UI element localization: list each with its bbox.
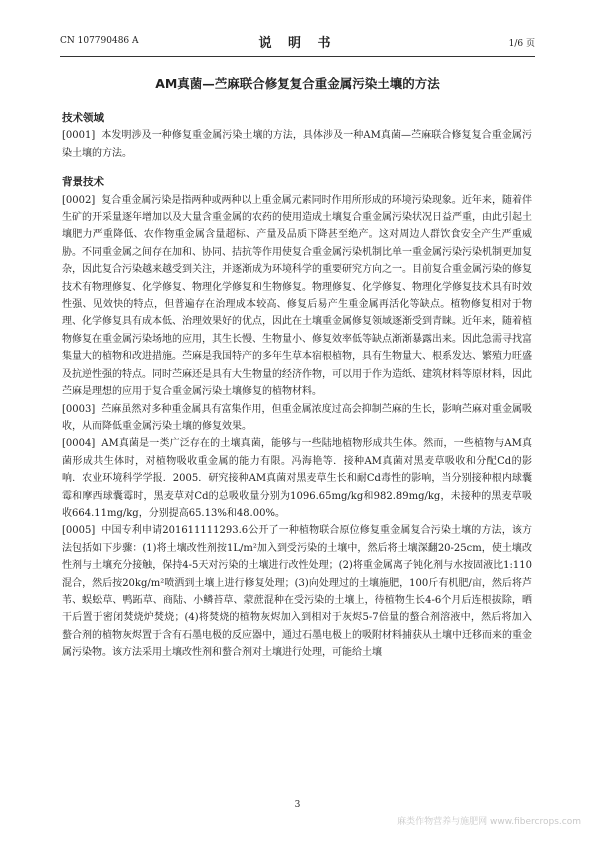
document-body — [62, 110, 532, 662]
page-number: 3 — [294, 800, 301, 810]
paragraph-number: [0003] — [62, 403, 96, 415]
page-info: 1/6 页 — [508, 39, 535, 49]
paragraph-number: [0001] — [62, 130, 96, 142]
section-heading-background: 背景技术 — [62, 176, 104, 189]
paragraph-0001 — [62, 127, 532, 162]
section-heading-field: 技术领域 — [62, 112, 104, 124]
paragraph-number: [0005] — [62, 525, 96, 537]
paragraph-0002 — [62, 192, 532, 401]
header-divider — [60, 56, 535, 57]
paragraph-text: 本发明涉及一种修复重金属污染土壤的方法，具体涉及一种AM真菌—苎麻联合修复复合重金属污染土壤的方法。 — [62, 130, 532, 159]
document-title: AM真菌—苎麻联合修复复合重金属污染土壤的方法 — [155, 76, 440, 91]
paragraph-text: 苎麻虽然对多种重金属具有富集作用，但重金属浓度过高会抑制苎麻的生长，影响苎麻对重金属吸收，从而降低重金属污染土壤的修复效果。 — [62, 403, 532, 432]
page-header — [60, 36, 535, 50]
paragraph-number: [0002] — [62, 194, 96, 206]
paragraph-text: AM真菌是一类广泛存在的土壤真菌，能够与一些陆地植物形成共生体。然而，一些植物与AM真菌形成共生体时，对植物吸收重金属的能力有限。冯海艳等．接种AM真菌对黑麦草吸收和分配Cd的影响．农业环境科学学报．2005．研究接种AM真菌对黑麦草生长和耐Cd毒性的影响，当分别接种根内球囊霉和摩西球囊霉时，黑麦草对Cd的总吸收量分别为1096.65mg/kg和982.89mg/kg，未接种的黑麦草吸收664.11mg/kg，分别提高65.13%和48.00%。 — [62, 438, 532, 519]
document-type: 说 明 书 — [258, 36, 337, 51]
paragraph-0004 — [62, 435, 532, 522]
paragraph-0005 — [62, 522, 532, 661]
paragraph-0003 — [62, 401, 532, 436]
patent-number: CN 107790486 A — [60, 36, 139, 46]
watermark: 麻类作物营养与施肥网 www.fibercrops.com — [397, 817, 581, 827]
paragraph-text: 复合重金属污染是指两种或两种以上重金属元素同时作用所形成的环境污染现象。近年来，随着伴生矿的开采量逐年增加以及大量含重金属的农药的使用造成土壤复合重金属污染状况日益严重，由此引起土壤肥力严重降低、农作物重金属含量超标、产量及品质下降甚至绝产。这对周边人群饮食安全产生严重威胁。不同重金属之间存在加和、协同、拮抗等作用使复合重金属污染机制比单一重金属污染污染机制更加复杂，因此复合污染越来越受到关注，并逐渐成为环境科学的重要研究方向之一。目前复合重金属污染的修复技术有物理修复、化学修复、物理化学修复和生物修复。物理修复、化学修复、物理化学修复技术具有时效性强、见效快的特点，但普遍存在治理成本较高、修复后易产生重金属再活化等缺点。植物修复相对于物理、化学修复具有成本低、治理效果好的优点，因此在土壤重金属修复领域逐渐受到青睐。近年来，随着植物修复在重金属污染场地的应用，其生长慢、生物量小、修复效率低等缺点渐渐暴露出来。因此急需寻找富集量大的植物和改进措施。苎麻是我国特产的多年生草本宿根植物，具有生物量大、根系发达、繁殖力旺盛及抗逆性强的特点。同时苎麻还是具有大生物量的经济作物，可以用于作为造纸、建筑材料等原材料，因此苎麻是理想的应用于复合重金属污染土壤修复的植物材料。 — [62, 194, 532, 398]
paragraph-text: 中国专利申请201611111293.6公开了一种植物联合原位修复重金属复合污染土壤的方法，该方法包括如下步骤：(1)将土壤改性剂按1L/m²加入到受污染的土壤中，然后将土壤深翻20-25cm，使土壤改性剂与土壤充分接触，保持4-5天对污染的土壤进行改性处理；(2)将重金属离子钝化剂与水按固液比1:110混合，然后按20kg/m²喷洒到土壤上进行修复处理；(3)向处理过的土壤施肥，100斤有机肥/亩，然后将芦苇、蜈蚣草、鸭跖草、商陆、小鳞苔草、蒙蔗混种在受污染的土壤上，待植物生长4-6个月后连根拔除，晒干后置于密闭焚烧炉焚烧；(4)将焚烧的植物灰烬加入到相对于灰烬5-7倍量的螯合剂溶液中，然后将加入螯合剂的植物灰烬置于含有石墨电极的反应器中，通过石墨电极上的吸附材料捕获从土壤中迁移而来的重金属污染物。该方法采用土壤改性剂和螯合剂对土壤进行处理，可能给土壤 — [62, 525, 532, 659]
paragraph-number: [0004] — [62, 438, 96, 450]
